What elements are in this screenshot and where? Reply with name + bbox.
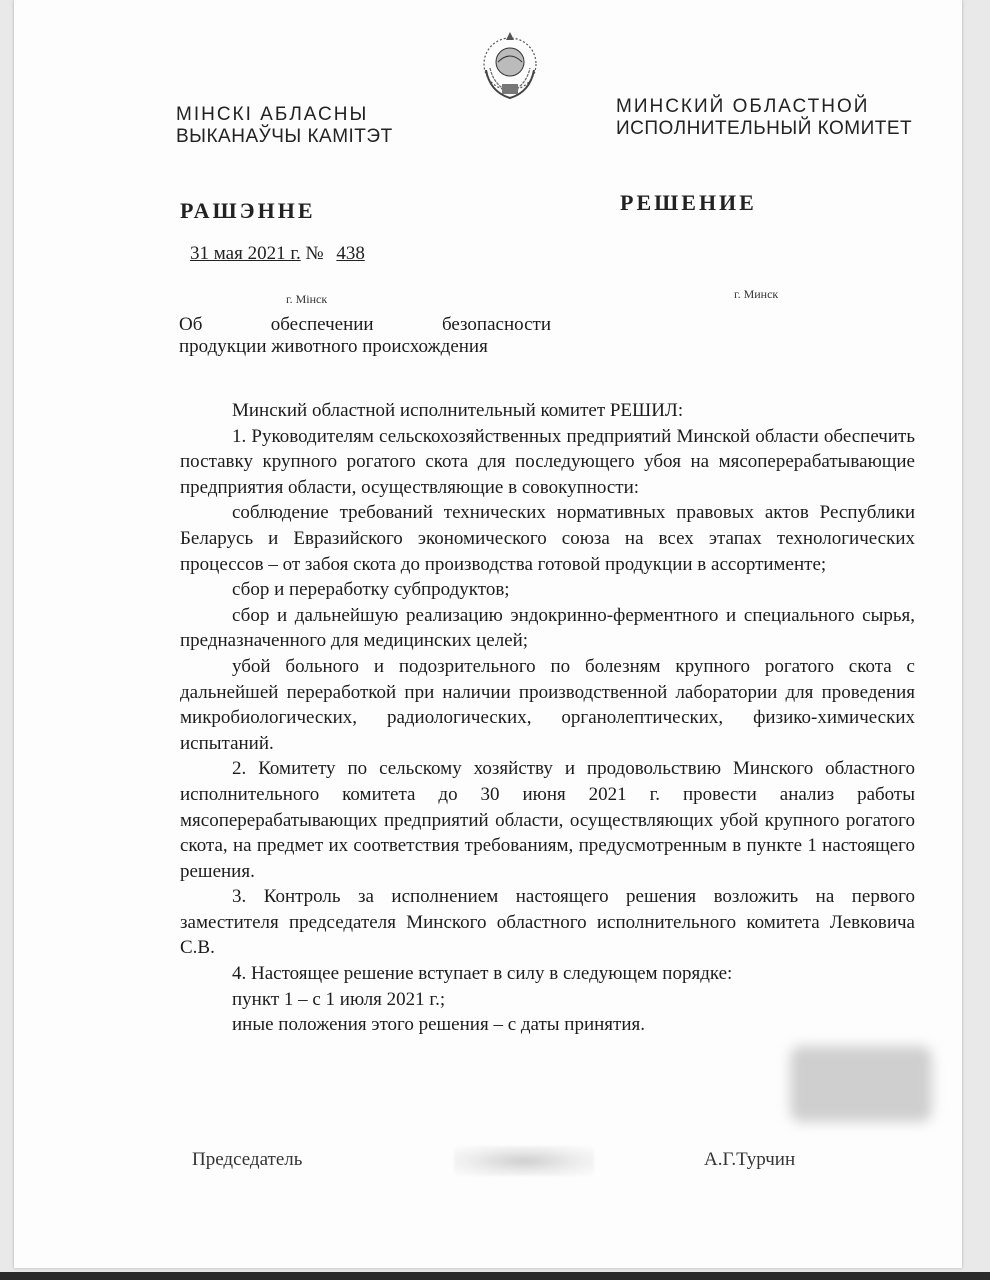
signature-name: А.Г.Турчин bbox=[704, 1149, 796, 1170]
item-1-a: соблюдение требований технических нормативных правовых актов Республики Беларусь и Евразийского экономического союза на всех этапах технологических процессов – от забоя скота до производства готовой продукции в ассортименте; bbox=[180, 502, 915, 575]
item-4-b: иные положения этого решения – с даты принятия. bbox=[232, 1014, 646, 1036]
subject-word-3: безопасности bbox=[441, 314, 551, 335]
item-1-c: сбор и дальнейшую реализацию эндокринно-ферментного и специального сырья, предназначенного для медицинских целей; bbox=[180, 604, 915, 652]
intro-paragraph: Минский областной исполнительный комитет РЕШИЛ: bbox=[232, 400, 684, 421]
decision-body bbox=[180, 398, 915, 1038]
signature-stamp bbox=[454, 1146, 594, 1176]
item-2: 2. Комитету по сельскому хозяйству и продовольствию Минского областного исполнительного комитета до 30 июня 2021 г. провести анализ работы мясоперерабатывающих предприятий области, осуществляющих убой крупного рогатого скота, на предмет их соответствия требованиям, предусмотренным в пункте 1 настоящего решения. bbox=[180, 758, 915, 882]
number-sign: № bbox=[305, 243, 324, 264]
header-right bbox=[616, 96, 912, 140]
header-left bbox=[176, 104, 393, 148]
header-left-line2: ВЫКАНАЎЧЫ КАМІТЭТ bbox=[176, 126, 393, 147]
decision-subject bbox=[179, 314, 551, 358]
title-left: РАШЭННЕ bbox=[180, 198, 316, 223]
city-left: г. Мінск bbox=[286, 292, 328, 306]
item-1: 1. Руководителям сельскохозяйственных предприятий Минской области обеспечить поставку крупного рогатого скота для последующего убоя на мясоперерабатывающие предприятия области, осуществляющие в совокупности: bbox=[180, 425, 915, 498]
document-page bbox=[14, 0, 962, 1268]
subject-word-2: обеспечении bbox=[270, 314, 374, 335]
item-3: 3. Контроль за исполнением настоящего решения возложить на первого заместителя председателя Минского областного исполнительного комитета Левковича С.В. bbox=[180, 886, 915, 959]
item-1-d: убой больного и подозрительного по болезням крупного рогатого скота с дальнейшей переработкой при наличии производственной лаборатории для проведения микробиологических, радиологических, органолептических, физико-химических испытаний. bbox=[180, 655, 915, 754]
bottom-bar bbox=[0, 1272, 990, 1280]
decision-date: 31 мая 2021 г. bbox=[190, 243, 301, 264]
item-4-a: пункт 1 – с 1 июля 2021 г.; bbox=[232, 988, 446, 1010]
subject-word-1: Об bbox=[179, 314, 203, 335]
title-right: РЕШЕНИЕ bbox=[620, 190, 757, 215]
header-left-line1: МІНСКІ АБЛАСНЫ bbox=[176, 104, 369, 125]
city-right: г. Минск bbox=[734, 287, 779, 301]
signature-role: Председатель bbox=[192, 1149, 303, 1170]
redaction-blur bbox=[790, 1046, 932, 1122]
subject-line-2: продукции животного происхождения bbox=[179, 336, 488, 357]
item-1-b: сбор и переработку субпродуктов; bbox=[232, 579, 510, 601]
state-emblem-icon bbox=[476, 26, 544, 104]
header-right-line2: ИСПОЛНИТЕЛЬНЫЙ КОМИТЕТ bbox=[616, 118, 913, 139]
item-4: 4. Настоящее решение вступает в силу в следующем порядке: bbox=[232, 963, 733, 985]
date-and-number bbox=[176, 243, 395, 265]
header-right-line1: МИНСКИЙ ОБЛАСТНОЙ bbox=[616, 96, 870, 117]
decision-number: 438 bbox=[336, 243, 365, 264]
